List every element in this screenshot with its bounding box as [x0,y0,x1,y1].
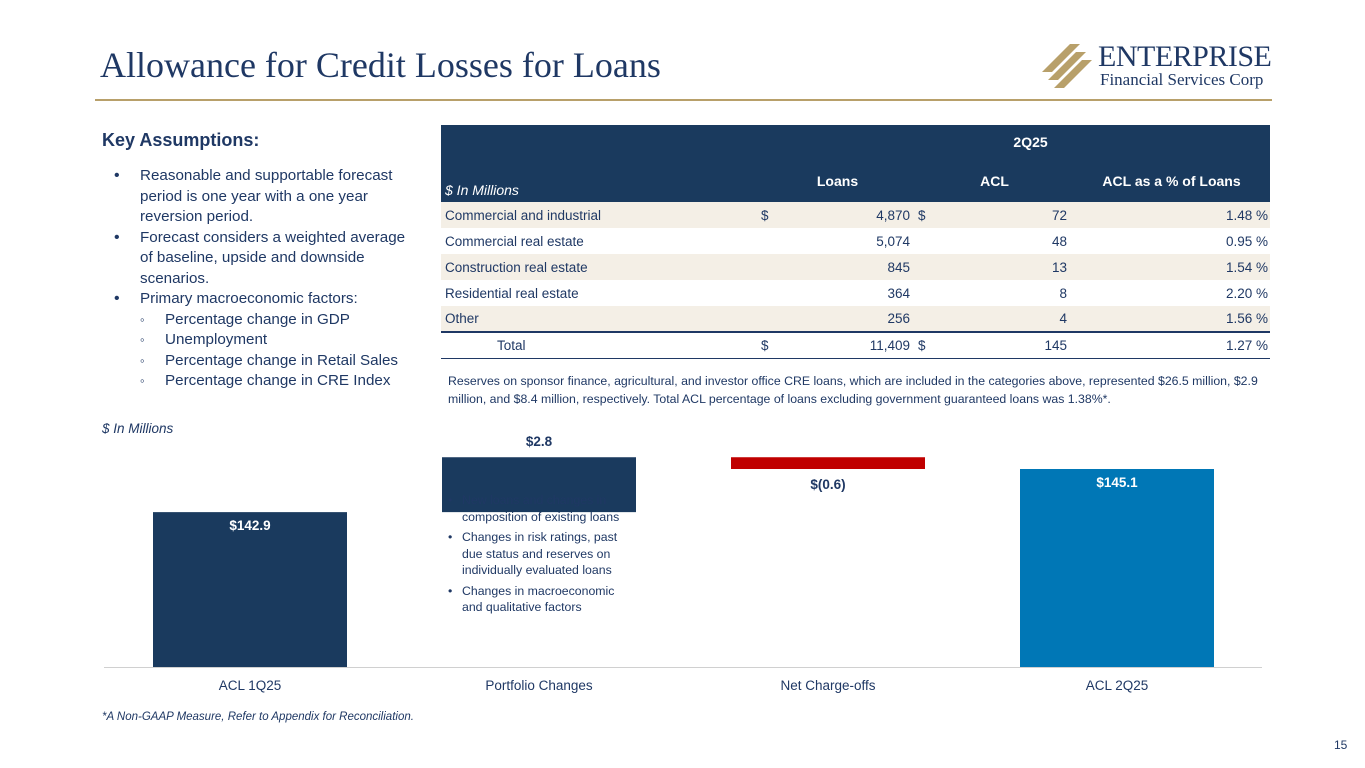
row-loans: 4,870 [781,202,916,228]
total-currency: $ [916,332,938,358]
table-col-pct: ACL as a % of Loans [1073,159,1270,202]
row-currency [759,280,781,306]
row-currency [916,228,938,254]
table-row [441,280,1270,306]
total-loans: 11,409 [781,332,916,358]
sub-list-item: ◦ Percentage change in Retail Sales [114,351,414,372]
total-name: Total [441,332,759,358]
data-label: $145.1 [1096,475,1138,490]
row-acl: 4 [938,306,1073,332]
page-number: 15 [1334,738,1348,752]
row-currency [916,280,938,306]
footnote: *A Non-GAAP Measure, Refer to Appendix for Reconciliation. [102,711,414,723]
row-currency [759,254,781,280]
row-loans: 364 [887,285,910,301]
bar-acl-1q25 [153,512,347,667]
bar-acl-2q25 [1020,469,1214,667]
table-row [441,306,1270,332]
list-item: • Changes in risk ratings, past due status and reserves on individually evaluated loans [446,529,636,579]
row-pct: 1.56 % [1073,306,1270,332]
acl-table [441,125,1270,359]
table-col-acl: ACL [916,159,1073,202]
row-name: Commercial real estate [445,233,584,249]
row-currency [759,306,781,332]
row-name: Construction real estate [441,254,759,280]
total-pct: 1.27 % [1073,332,1270,358]
row-acl: 13 [938,254,1073,280]
logo-tagline: Financial Services Corp [1100,70,1264,89]
title-divider [95,99,1272,101]
key-assumptions-list [114,166,414,392]
logo-stripes-icon [1040,40,1098,92]
row-loans: 256 [781,306,916,332]
row-currency [916,306,938,332]
page-title: Allowance for Credit Losses for Loans [100,45,661,85]
total-currency: $ [759,332,781,358]
row-name: Residential real estate [445,285,579,301]
list-item: • Changes in macroeconomic and qualitative factors [446,583,636,616]
list-item: • New loans and changes in composition of existing loans [446,492,636,525]
sub-list-item: ◦ Percentage change in GDP [114,310,414,331]
row-acl: 48 [1051,233,1067,249]
row-name: Commercial and industrial [441,202,759,228]
row-currency: $ [916,202,938,228]
x-tick-label: ACL 2Q25 [1085,678,1149,693]
list-item: • Reasonable and supportable forecast period is one year with a one year reversion period. [114,166,414,228]
row-pct: 2.20 % [1226,285,1269,301]
total-acl: 145 [938,332,1073,358]
sub-list-item: ◦ Unemployment [114,330,414,351]
row-currency [759,228,781,254]
row-currency [916,254,938,280]
list-item: • Primary macroeconomic factors: [114,289,414,310]
list-item: • Forecast considers a weighted average of baseline, upside and downside scenarios. [114,228,414,290]
row-pct: 1.54 % [1073,254,1270,280]
x-tick-label: ACL 1Q25 [218,678,282,693]
row-name: Other [441,306,759,332]
table-row [441,202,1270,228]
sub-list-item: ◦ Percentage change in CRE Index [114,371,414,392]
table-row [441,254,1270,280]
x-tick-label: Net Charge-offs [780,678,876,693]
key-assumptions-heading: Key Assumptions: [102,130,260,150]
row-acl: 72 [938,202,1073,228]
row-acl: 8 [1059,285,1067,301]
data-label: $142.9 [229,518,271,534]
chart-units-label: $ In Millions [102,421,174,436]
table-units-header: $ In Millions [441,159,759,202]
table-period-header: 2Q25 [441,125,1270,159]
logo-wordmark: ENTERPRISE [1098,40,1272,73]
data-label: $(0.6) [810,477,846,492]
table-footnote: Reserves on sponsor finance, agricultural, and investor office CRE loans, which are included in the categories above, represented $26.5 million, $2.9 million, and $8.4 million, respectively. Total ACL percentage of loans excluding government guaranteed loans was 1.38%*. [448,374,1258,406]
company-logo [1040,40,1275,92]
table-row [441,228,1270,254]
row-loans: 5,074 [876,233,910,249]
row-currency: $ [759,202,781,228]
portfolio-changes-notes [446,492,636,620]
bar-net-charge-offs [731,457,925,469]
table-col-loans: Loans [759,159,916,202]
row-loans: 845 [781,254,916,280]
data-label: $2.8 [525,434,553,450]
x-tick-label: Portfolio Changes [485,678,593,693]
row-pct: 1.48 % [1073,202,1270,228]
row-pct: 0.95 % [1226,233,1269,249]
table-total-row [441,332,1270,358]
